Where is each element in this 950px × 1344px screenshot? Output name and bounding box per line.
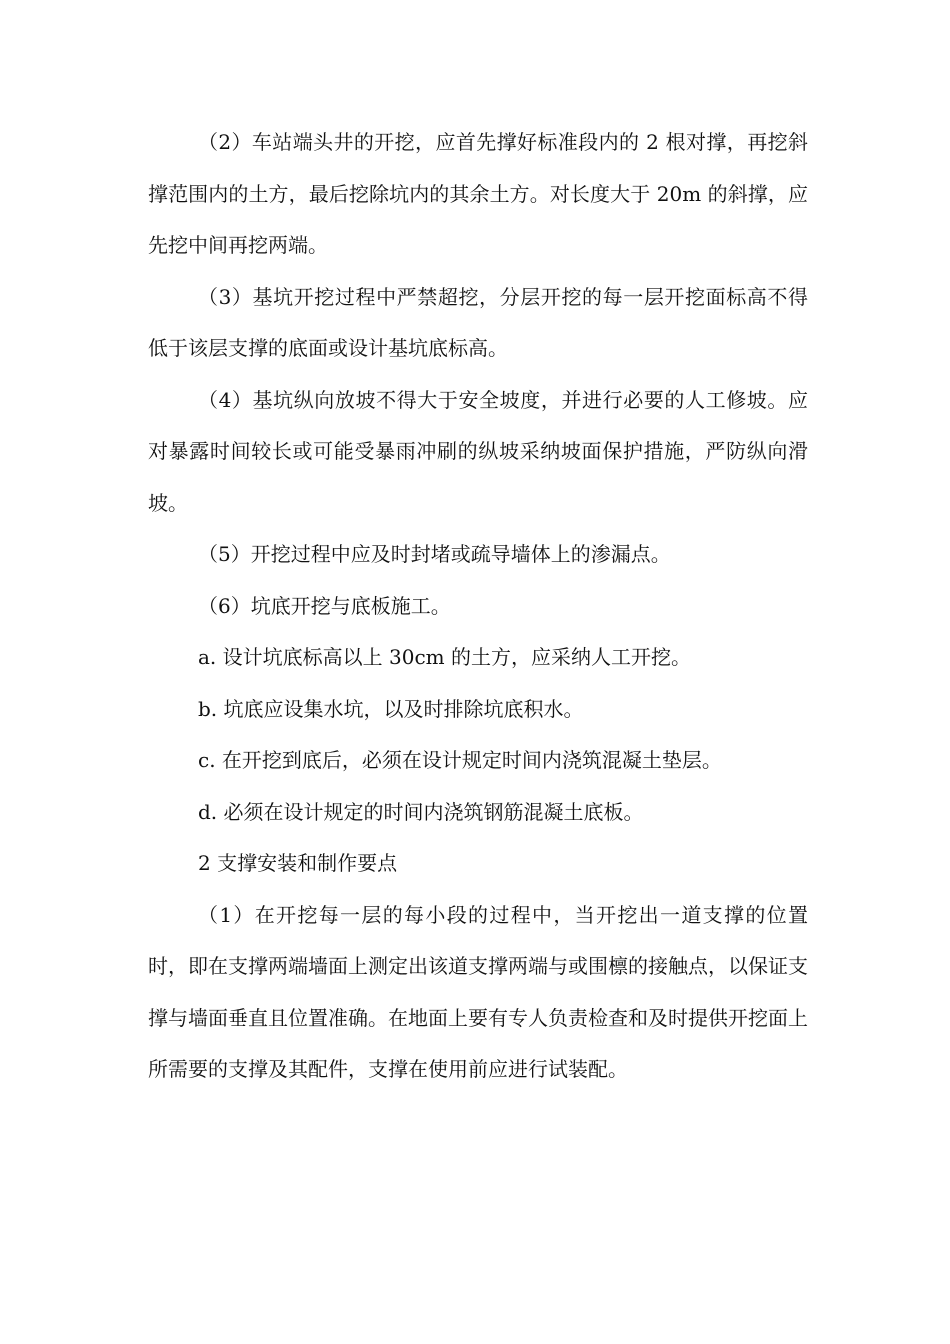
paragraph-item-5: （5）开挖过程中应及时封堵或疏导墙体上的渗漏点。 <box>198 542 671 566</box>
paragraph-item-2: （2）车站端头井的开挖，应首先撑好标准段内的 2 根对撑，再挖斜撑范围内的土方，最后挖除坑内的其余土方。对长度大于 20m 的斜撑，应先挖中间再挖两端。 <box>148 130 808 257</box>
subitem-b: b. 坑底应设集水坑，以及时排除坑底积水。 <box>198 696 584 721</box>
subitem-d: d. 必须在设计规定的时间内浇筑钢筋混凝土底板。 <box>198 799 644 824</box>
section-heading: 2 支撑安装和制作要点 <box>198 851 398 875</box>
paragraph-item-4: （4）基坑纵向放坡不得大于安全坡度，并进行必要的人工修坡。应对暴露时间较长或可能受暴雨冲刷的纵坡采纳坡面保护措施，严防纵向滑坡。 <box>148 387 808 515</box>
paragraph-item-6: （6）坑底开挖与底板施工。 <box>198 593 451 618</box>
subitem-a: a. 设计坑底标高以上 30cm 的土方，应采纳人工开挖。 <box>198 645 691 669</box>
document-body <box>148 117 808 1096</box>
support-item-1: （1）在开挖每一层的每小段的过程中，当开挖出一道支撑的位置时，即在支撑两端墙面上测定出该道支撑两端与或围檩的接触点，以保证支撑与墙面垂直且位置准确。在地面上要有专人负责检查和及时提供开挖面上所需要的支撑及其配件，支撑在使用前应进行试装配。 <box>148 902 808 1081</box>
subitem-c: c. 在开挖到底后，必须在设计规定时间内浇筑混凝土垫层。 <box>198 748 722 772</box>
paragraph-item-3: （3）基坑开挖过程中严禁超挖，分层开挖的每一层开挖面标高不得低于该层支撑的底面或设计基坑底标高。 <box>148 284 808 360</box>
